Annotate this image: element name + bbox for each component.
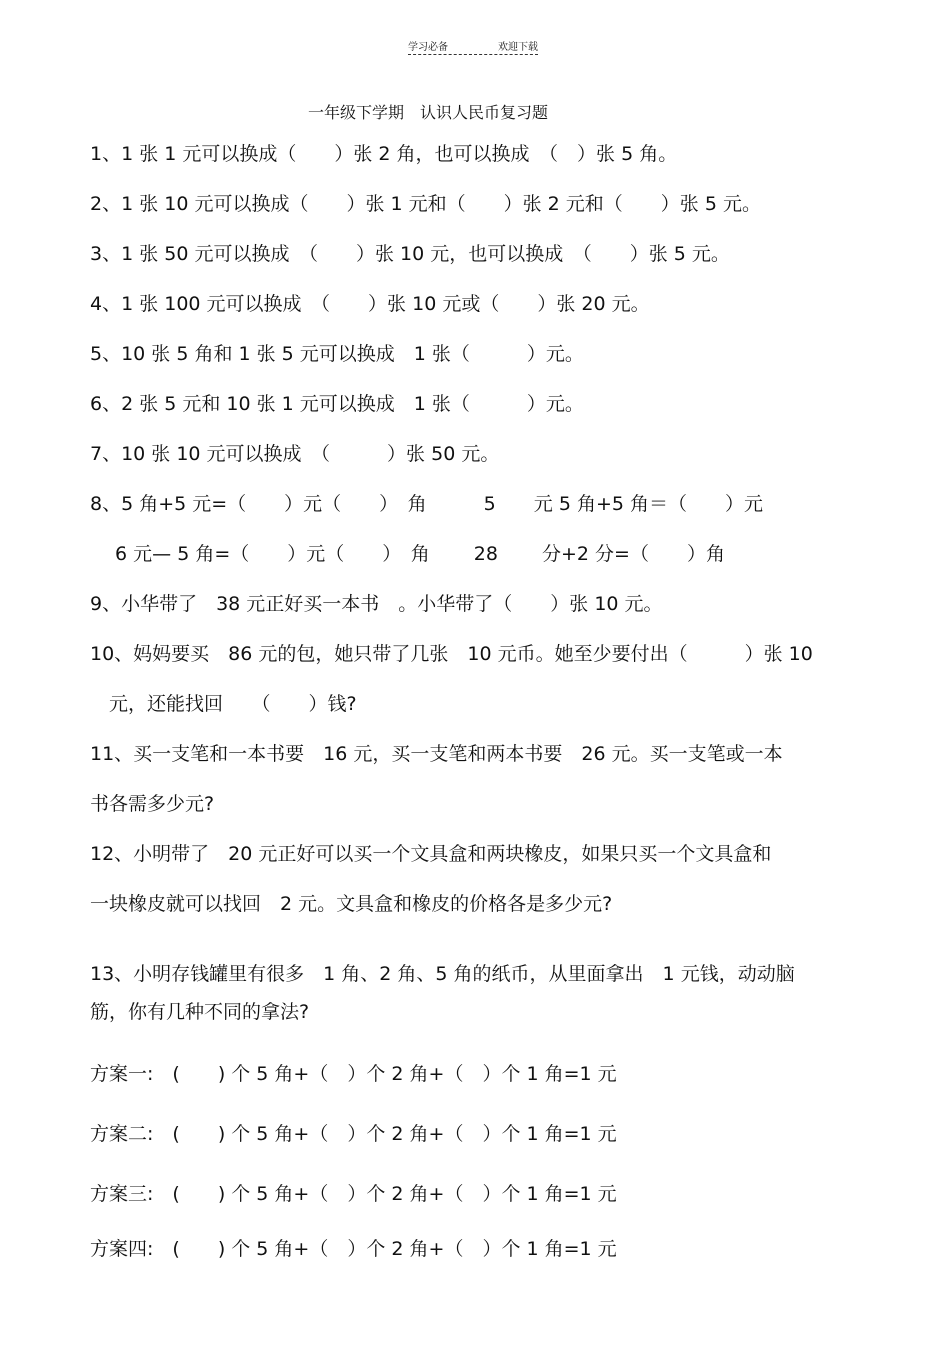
question-line: 元，还能找回 （ ）钱? [90,693,357,715]
question-line: 9、小华带了 38 元正好买一本书 。小华带了（ ）张 10 元。 [90,593,663,615]
question-line: 3、1 张 50 元可以换成 （ ）张 10 元，也可以换成 （ ）张 5 元。 [90,243,730,265]
page-header [408,38,540,58]
question-line: 一块橡皮就可以找回 2 元。文具盒和橡皮的价格各是多少元? [90,893,613,915]
plan-line: 方案二: ( ) 个 5 角+（ ）个 2 角+（ ）个 1 角=1 元 [90,1123,617,1145]
question-line: 筋，你有几种不同的拿法? [90,1001,310,1023]
question-line: 1、1 张 1 元可以换成（ ）张 2 角，也可以换成 （ ）张 5 角。 [90,143,678,165]
question-line: 6 元— 5 角=（ ）元（ ） 角 28 分+2 分=（ ）角 [90,543,725,565]
question-line: 书各需多少元? [90,793,215,815]
question-line: 4、1 张 100 元可以换成 （ ）张 10 元或（ ）张 20 元。 [90,293,650,315]
question-line: 10、妈妈要买 86 元的包，她只带了几张 10 元币。她至少要付出（ ）张 10 [90,643,813,665]
plan-line: 方案一: ( ) 个 5 角+（ ）个 2 角+（ ）个 1 角=1 元 [90,1063,617,1085]
question-line: 2、1 张 10 元可以换成（ ）张 1 元和（ ）张 2 元和（ ）张 5 元。 [90,193,761,215]
question-line: 6、2 张 5 元和 10 张 1 元可以换成 1 张（ ）元。 [90,393,584,415]
question-line: 5、10 张 5 角和 1 张 5 元可以换成 1 张（ ）元。 [90,343,584,365]
plan-line: 方案四: ( ) 个 5 角+（ ）个 2 角+（ ）个 1 角=1 元 [90,1238,617,1260]
plan-line: 方案三: ( ) 个 5 角+（ ）个 2 角+（ ）个 1 角=1 元 [90,1183,617,1205]
question-line: 8、5 角+5 元=（ ）元（ ） 角 5 元 5 角+5 角＝（ ）元 [90,493,763,515]
page-title: 一年级下学期 认识人民币复习题 [308,103,549,122]
header-divider [408,54,538,55]
header-left-text: 学习必备 [408,42,448,53]
question-line: 7、10 张 10 元可以换成 （ ）张 50 元。 [90,443,500,465]
question-line: 12、小明带了 20 元正好可以买一个文具盒和两块橡皮，如果只买一个文具盒和 [90,843,772,865]
header-right-text: 欢迎下载 [498,42,538,53]
question-line: 11、买一支笔和一本书要 16 元，买一支笔和两本书要 26 元。买一支笔或一本 [90,743,783,765]
question-line: 13、小明存钱罐里有很多 1 角、2 角、5 角的纸币，从里面拿出 1 元钱，动动脑 [90,963,795,985]
